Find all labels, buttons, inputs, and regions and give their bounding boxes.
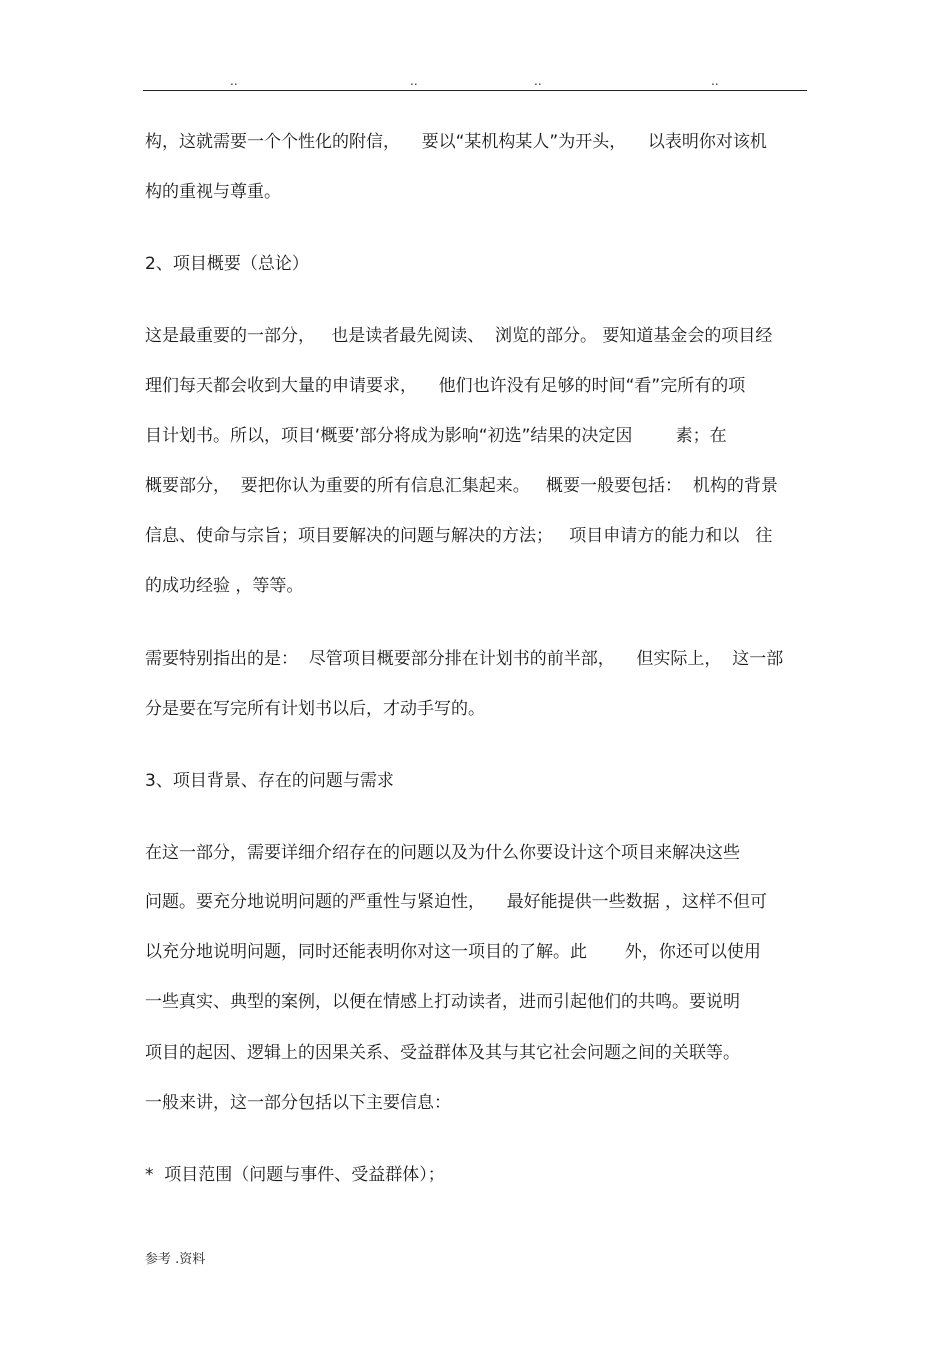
header-rule (143, 90, 807, 91)
text-line: 构的重视与尊重。 (145, 182, 281, 202)
text-line: 问题。要充分地说明问题的严重性与紧迫性， 最好能提供一些数据 ，这样不但可 (145, 892, 768, 912)
text-line: 一般来讲，这一部分包括以下主要信息： (145, 1093, 451, 1113)
text-line: 项目的起因、逻辑上的因果关系、受益群体及其与其它社会问题之间的关联等。 (145, 1043, 740, 1063)
text-line: 在这一部分，需要详细介绍存在的问题以及为什么你要设计这个项目来解决这些 (145, 843, 740, 863)
text-line: 这是最重要的一部分， 也是读者最先阅读、 浏览的部分。 要知道基金会的项目经 (145, 326, 773, 346)
page-footer: 参考 .资料 (145, 1252, 206, 1267)
section-heading: 3、项目背景、存在的问题与需求 (145, 771, 394, 791)
list-item: * 项目范围（问题与事件、受益群体）； (145, 1165, 445, 1185)
text-line: 理们每天都会收到大量的申请要求， 他们也许没有足够的时间“看”完所有的项 (145, 376, 746, 396)
header-dot-2: .. (410, 74, 418, 88)
text-line: 分是要在写完所有计划书以后，才动手写的。 (145, 699, 485, 719)
text-line: 目计划书。所以，项目‘概要’部分将成为影响“初选”结果的决定因 素；在 (145, 426, 727, 446)
text-line: 需要特别指出的是： 尽管项目概要部分排在计划书的前半部， 但实际上， 这一部 (145, 649, 784, 669)
header-dot-1: .. (230, 74, 238, 88)
text-line: 构，这就需要一个个性化的附信， 要以“某机构某人”为开头， 以表明你对该机 (145, 132, 767, 152)
text-line: 一些真实、典型的案例，以便在情感上打动读者，进而引起他们的共鸣。要说明 (145, 992, 740, 1012)
text-line: 的成功经验 ，等等。 (145, 576, 304, 596)
text-line: 以充分地说明问题，同时还能表明你对这一项目的了解。此 外，你还可以使用 (145, 942, 761, 962)
header-dot-3: .. (534, 74, 542, 88)
text-line: 概要部分， 要把你认为重要的所有信息汇集起来。 概要一般要包括： 机构的背景 (145, 476, 778, 496)
text-line: 信息、使命与宗旨；项目要解决的问题与解决的方法； 项目申请方的能力和以 往 (145, 526, 773, 546)
section-heading: 2、项目概要（总论） (145, 254, 309, 274)
header-dot-4: .. (711, 74, 719, 88)
